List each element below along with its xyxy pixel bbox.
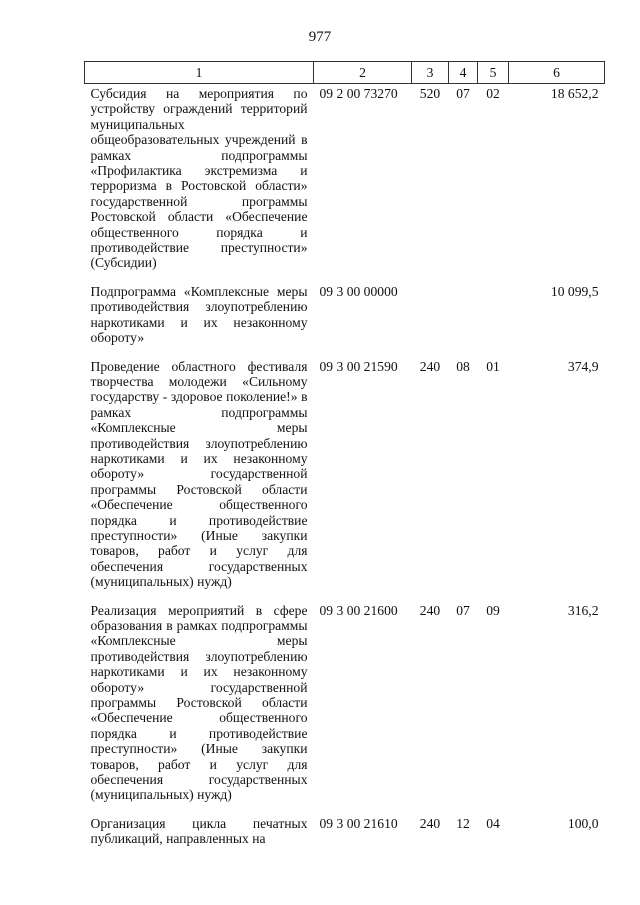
header-col-3: 3 (412, 62, 449, 84)
row-code: 09 3 00 00000 (319, 283, 398, 299)
row-col-4: 07 (456, 602, 470, 618)
row-name: Субсидия на мероприятия по устройству ограждений территорий муниципальных общеобразовательных учреждений в рамках подпрограммы «Профилактика экстремизма и терроризма в Ростовской области» государственной программы Ростовской области «Обеспечение общественного порядка и противодействие преступности» (Субсидии) (90, 86, 308, 271)
row-code: 09 2 00 73270 (319, 86, 398, 101)
row-col-4: 08 (456, 358, 470, 374)
row-col-5: 01 (486, 358, 500, 374)
row-name: Организация цикла печатных публикаций, направленных на (90, 815, 308, 847)
row-name: Реализация мероприятий в сфере образования в рамках подпрограммы «Комплексные меры противодействия злоупотреблению наркотиками и их незаконному обороту» государственной программы Ростовской области «Обеспечение общественного порядка и противодействие преступности» (Иные закупки товаров, работ и услуг для обеспечения государственных (муниципальных) нужд) (90, 602, 308, 803)
row-col-4: 12 (456, 815, 470, 831)
row-amount: 18 652,2 (550, 86, 599, 101)
row-amount: 100,0 (567, 815, 599, 831)
table-row (85, 601, 605, 814)
header-col-2: 2 (314, 62, 412, 84)
header-col-6: 6 (509, 62, 605, 84)
header-col-5: 5 (478, 62, 509, 84)
row-col-5: 09 (486, 602, 500, 618)
row-col-4 (449, 282, 478, 357)
row-col-5 (478, 282, 509, 357)
budget-table (84, 61, 605, 858)
row-name: Проведение областного фестиваля творчества молодежи «Сильному государству - здоровое поколение!» в рамках подпрограммы «Комплексные меры противодействия злоупотреблению наркотиками и их незаконному обороту» государственной программы Ростовской области «Обеспечение общественного порядка и противодействие преступности» (Иные закупки товаров, работ и услуг для обеспечения государственных (муниципальных) нужд) (90, 358, 308, 590)
row-col-3: 240 (419, 815, 441, 831)
row-col-3 (412, 282, 449, 357)
row-code: 09 3 00 21590 (319, 358, 398, 374)
row-amount: 316,2 (567, 602, 599, 618)
header-col-1: 1 (85, 62, 314, 84)
row-col-4: 07 (456, 86, 470, 101)
row-col-5: 02 (486, 86, 500, 101)
row-name: Подпрограмма «Комплексные меры противодействия злоупотреблению наркотиками и их незаконному обороту» (90, 283, 308, 346)
header-row (85, 62, 605, 84)
table-row (85, 84, 605, 282)
table-row (85, 357, 605, 601)
row-amount: 10 099,5 (550, 283, 599, 299)
table-row (85, 814, 605, 858)
row-col-3: 240 (419, 602, 441, 618)
table-body (85, 84, 605, 858)
table-header (85, 62, 605, 84)
row-code: 09 3 00 21600 (319, 602, 398, 618)
row-code: 09 3 00 21610 (319, 815, 398, 831)
row-col-5: 04 (486, 815, 500, 831)
header-col-4: 4 (449, 62, 478, 84)
row-col-3: 520 (419, 86, 441, 101)
row-amount: 374,9 (567, 358, 599, 374)
table-row (85, 282, 605, 357)
page-number: 977 (308, 29, 332, 45)
row-col-3: 240 (419, 358, 441, 374)
